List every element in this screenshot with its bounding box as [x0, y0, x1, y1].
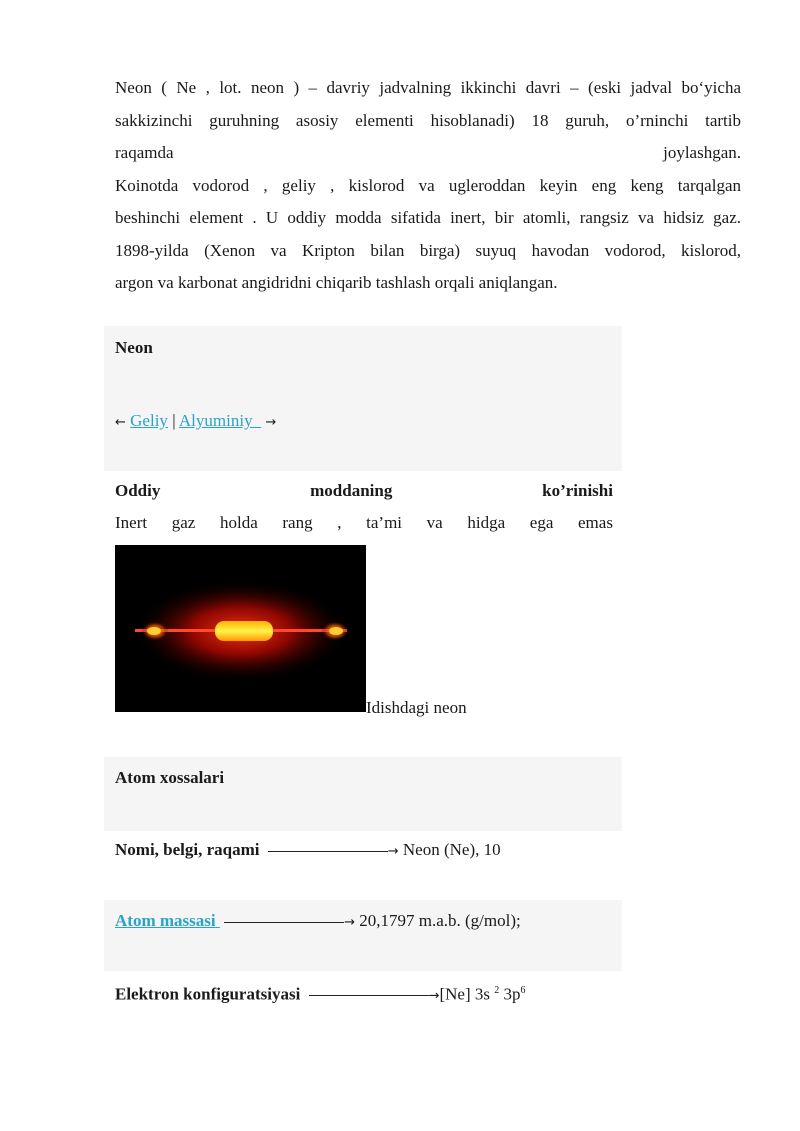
- desc-word: ega: [529, 513, 554, 532]
- desc-word: emas: [578, 513, 613, 532]
- atom-section-title: Atom xossalari: [115, 768, 225, 787]
- intro-line-5: beshinchi element . U oddiy modda sifatida inert, bir atomli, rangsiz va hidsiz gaz.: [115, 208, 741, 227]
- config-value-b: 3p: [503, 984, 521, 1004]
- leader-line: [224, 922, 344, 923]
- image-caption: Idishdagi neon: [366, 698, 467, 717]
- config-label: Elektron konfiguratsiyasi: [115, 984, 301, 1004]
- atomic-mass-link[interactable]: [115, 911, 220, 930]
- nav-next-label: Alyuminiy: [178, 411, 253, 430]
- element-nav: [115, 410, 276, 434]
- appearance-word: moddaning: [310, 481, 393, 500]
- desc-word: Inert: [115, 513, 148, 532]
- intro-line-3a: raqamda: [115, 143, 174, 162]
- appearance-word: Oddiy: [115, 481, 161, 500]
- mass-value: 20,1797 m.a.b. (g/mol);: [359, 911, 521, 930]
- arrow-icon: →: [387, 844, 399, 859]
- desc-word: ta’mi: [366, 513, 403, 532]
- desc-word: holda: [219, 513, 258, 532]
- mass-row: [115, 910, 521, 934]
- intro-line-2: sakkizinchi guruhning asosiy elementi hisoblanadi) 18 guruh, o’rninchi tartib: [115, 110, 741, 130]
- config-row: [115, 980, 525, 1008]
- intro-line-3b: joylashgan.: [663, 143, 741, 162]
- config-sup-b: 6: [520, 985, 526, 996]
- neon-tube-graphic: [115, 545, 366, 712]
- leader-line: [309, 995, 429, 996]
- appearance-description: [115, 513, 613, 533]
- name-row: [115, 839, 501, 863]
- config-value-a: [Ne] 3s: [439, 984, 490, 1004]
- arrow-icon: →: [344, 915, 355, 930]
- nav-prev-link[interactable]: Geliy: [130, 411, 168, 430]
- desc-word: va: [426, 513, 443, 532]
- atomic-mass-label: Atom massasi: [115, 911, 216, 930]
- name-label: Nomi, belgi, raqami: [115, 840, 260, 859]
- leader-line: [268, 851, 388, 852]
- config-sup-a: 2: [494, 985, 500, 996]
- intro-line-6: 1898-yilda (Xenon va Kripton bilan birga) suyuq havodan vodorod, kislorod,: [115, 240, 741, 260]
- neon-tube-image: [115, 545, 366, 712]
- nav-next-link[interactable]: [179, 411, 261, 430]
- intro-line-7: argon va karbonat angidridni chiqarib tashlash orqali aniqlangan.: [115, 273, 558, 292]
- arrow-icon: →: [428, 988, 440, 1004]
- desc-word: rang: [282, 513, 313, 532]
- nav-prev-arrow: ←: [115, 415, 126, 430]
- infobox-title: Neon: [115, 338, 153, 357]
- nav-separator: |: [172, 411, 176, 430]
- appearance-word: ko’rinishi: [542, 481, 613, 500]
- appearance-heading: [115, 481, 613, 501]
- intro-line-4: Koinotda vodorod , geliy , kislorod va ugleroddan keyin eng keng tarqalgan: [115, 175, 741, 195]
- nav-next-arrow: →: [265, 415, 277, 430]
- desc-word: ,: [337, 513, 342, 532]
- desc-word: gaz: [171, 513, 196, 532]
- infobox-header-bg: [104, 326, 622, 471]
- desc-word: hidga: [467, 513, 506, 532]
- intro-paragraph: [115, 72, 741, 300]
- intro-line-1: Neon ( Ne , lot. neon ) – davriy jadvalning ikkinchi davri – (eski jadval bo‘yicha: [115, 78, 741, 97]
- name-value: Neon (Ne), 10: [402, 840, 501, 859]
- intro-line-3: [115, 137, 741, 170]
